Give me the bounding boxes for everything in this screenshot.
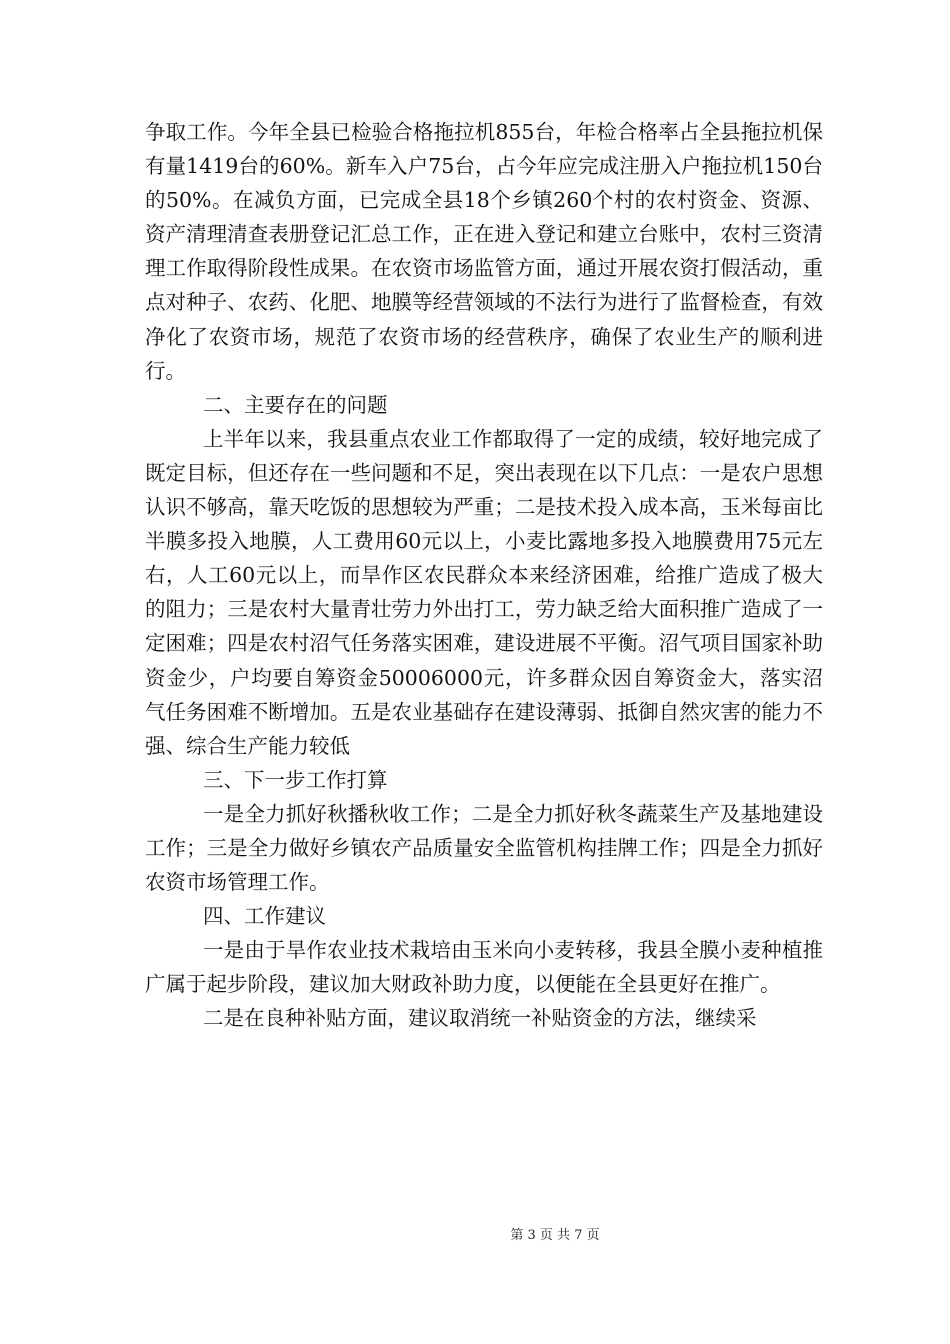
paragraph-4: 一是由于旱作农业技术栽培由玉米向小麦转移，我县全膜小麦种植推广属于起步阶段，建议加大财政补助力度，以便能在全县更好在推广。 xyxy=(145,938,823,997)
page-number-footer: 第 3 页 共 7 页 xyxy=(510,1228,600,1243)
paragraph-2: 上半年以来，我县重点农业工作都取得了一定的成绩，较好地完成了既定目标，但还存在一些问题和不足，突出表现在以下几点：一是农户思想认识不够高，靠天吃饭的思想较为严重；二是技术投入成本高，玉米每亩比半膜多投入地膜，人工费用60元以上，小麦比露地多投入地膜费用75元左右，人工60元以上，而旱作区农民群众本来经济困难，给推广造成了极大的阻力；三是农村大量青壮劳力外出打工，劳力缺乏给大面积推广造成了一定困难；四是农村沼气任务落实困难，建设进展不平衡。沼气项目国家补助资金少，户均要自筹资金50006000元，许多群众因自筹资金大，落实沼气任务困难不断增加。五是农业基础存在建设薄弱、抵御自然灾害的能力不强、综合生产能力较低 xyxy=(145,426,823,758)
heading-suggestions: 四、工作建议 xyxy=(203,904,326,929)
paragraph-5: 二是在良种补贴方面，建议取消统一补贴资金的方法，继续采 xyxy=(203,1006,757,1031)
document-body xyxy=(145,115,823,1036)
heading-next-steps: 三、下一步工作打算 xyxy=(203,767,388,792)
heading-main-problems: 二、主要存在的问题 xyxy=(203,392,388,417)
paragraph-1: 争取工作。今年全县已检验合格拖拉机855台，年检合格率占全县拖拉机保有量1419台的60%。新车入户75台，占今年应完成注册入户拖拉机150台的50%。在减负方面，已完成全县18个乡镇260个村的农村资金、资源、资产清理清查表册登记汇总工作，正在进入登记和建立台账中，农村三资清理工作取得阶段性成果。在农资市场监管方面，通过开展农资打假活动，重点对种子、农药、化肥、地膜等经营领域的不法行为进行了监督检查，有效净化了农资市场，规范了农资市场的经营秩序，确保了农业生产的顺利进行。 xyxy=(145,120,823,383)
paragraph-3: 一是全力抓好秋播秋收工作；二是全力抓好秋冬蔬菜生产及基地建设工作；三是全力做好乡镇农产品质量安全监管机构挂牌工作；四是全力抓好农资市场管理工作。 xyxy=(145,801,823,895)
